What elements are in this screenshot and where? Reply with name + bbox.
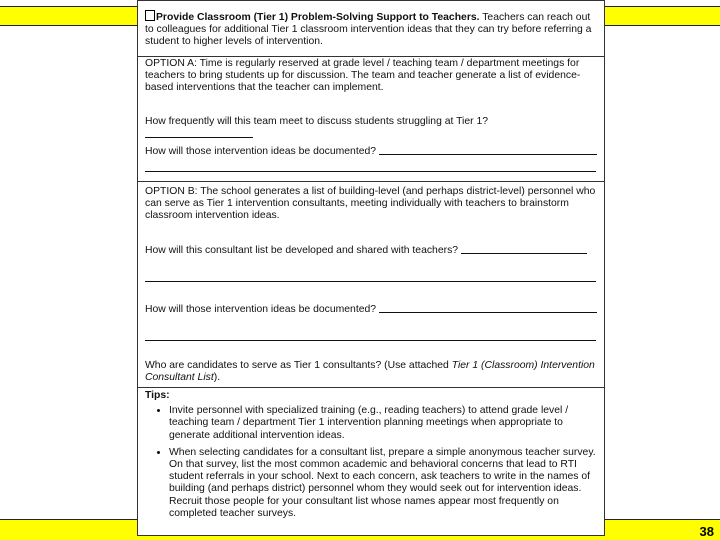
question-label: How will this consultant list be developed and shared with teachers? [145,245,459,256]
question-label: How frequently will this team meet to discuss students struggling at Tier 1? [145,116,489,127]
option-b-question-list [145,244,597,257]
section-intro: Teachers can reach out to colleagues for additional Tier 1 classroom intervention ideas that they can try before referring a student to higher levels of intervention. [145,12,592,48]
divider [138,56,604,57]
question-label: Who are candidates to serve as Tier 1 consultants? (Use attached [145,360,449,371]
option-a-text: OPTION A: Time is regularly reserved at grade level / teaching team / department meetings for teachers to bring students up for discussion. The team and teacher generate a list of evidence-based interventions that the teacher can implement. [145,58,581,94]
tips-section [138,390,604,524]
answer-line[interactable] [145,281,596,282]
question-label: How will those intervention ideas be documented? [145,146,377,157]
answer-blank[interactable] [461,244,587,254]
tip-item: • When selecting candidates for a consultant list, prepare a simple anonymous teacher survey. On that survey, list the most common academic and behavioral concerns that lead to RTI student referrals in your school. Next to each concern, ask teachers to write in the names of building (and perhaps district) personnel whom they would seek out for intervention ideas. Recruit those people for your consultant list whose names appear most frequently on completed teacher surveys. [169,446,597,520]
option-a-question-frequency [145,116,597,141]
section-heading: Provide Classroom (Tier 1) Problem-Solving Support to Teachers. [156,12,480,23]
answer-blank[interactable] [379,303,597,313]
tip-item: • Invite personnel with specialized training (e.g., reading teachers) to attend grade level / teaching team / department Tier 1 intervention planning meetings when appropriate to generate additional intervention ideas. [169,404,597,442]
answer-blank[interactable] [379,145,597,155]
consultant-list-reference: Tier 1 (Classroom) Intervention Consultant List [145,360,595,384]
answer-line[interactable] [145,171,596,172]
question-label: How will those intervention ideas be documented? [145,304,377,315]
option-b-question-documented [145,303,597,316]
checkbox-icon[interactable] [145,10,155,21]
option-b-text: OPTION B: The school generates a list of building-level (and perhaps district-level) personnel who can serve as Tier 1 intervention consultants, meeting individually with teachers to brainstorm classroom intervention ideas. [145,186,596,222]
worksheet-document [137,0,605,536]
header-section [138,10,604,49]
divider [138,387,604,388]
page-number: 38 [699,524,714,539]
answer-blank[interactable] [145,128,253,138]
option-a-question-documented [145,145,597,158]
option-b-question-candidates [145,360,597,384]
answer-line[interactable] [145,340,596,341]
tips-title: Tips: [145,390,170,401]
tips-list [145,404,597,520]
question-label-end: ). [213,372,221,384]
divider [138,181,604,182]
